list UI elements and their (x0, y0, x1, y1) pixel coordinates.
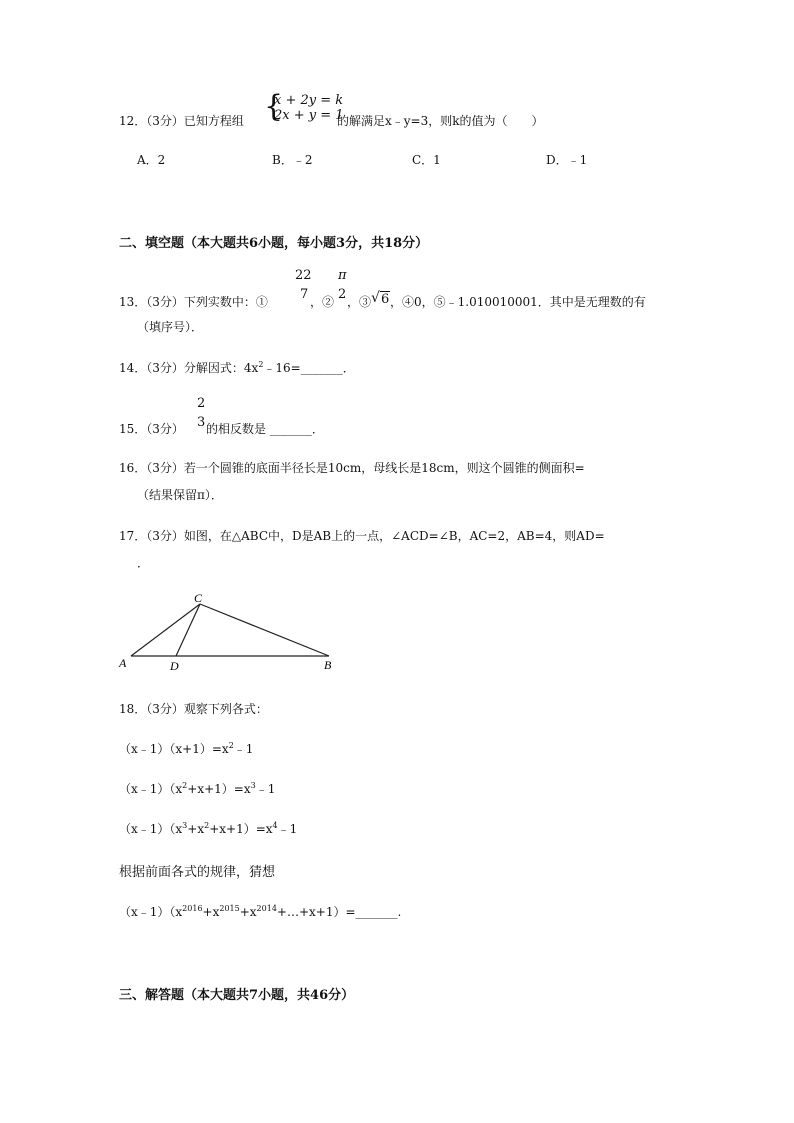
eq3-part-c: +x+1）=x (209, 822, 273, 836)
system-equation-2: 2x + y = 1 (274, 108, 344, 123)
label-b: B (324, 658, 332, 672)
eq4-part-b: +x (202, 905, 220, 919)
triangle-figure (110, 588, 350, 678)
q15-frac-numerator: 2 (197, 396, 206, 411)
q13-sep1: ，② (310, 295, 335, 309)
q12-option-b: B．﹣2 (272, 153, 313, 167)
q18-stem: 18．（3分）观察下列各式： (119, 702, 268, 716)
eq2-exp-2: 3 (250, 781, 256, 790)
q13-frac2-denominator: 2 (338, 287, 347, 302)
eq4-part-c: +x (239, 905, 257, 919)
q12-option-a: A．2 (137, 153, 166, 167)
eq1-exp: 2 (228, 741, 234, 750)
q14-part1: 14．（3分）分解因式：4x (119, 361, 259, 375)
q14-text (119, 359, 355, 376)
eq4-exp-1: 2016 (182, 904, 203, 913)
system-equation-1: x + 2y = k (274, 93, 344, 108)
q15-prefix: 15．（3分） (119, 422, 184, 436)
q12-option-c: C．1 (412, 153, 441, 167)
q18-guess: 根据前面各式的规律，猜想 (119, 865, 276, 880)
eq2-part-c: ﹣1 (255, 782, 276, 796)
label-a: A (119, 656, 127, 670)
q18-equation-2 (119, 780, 275, 797)
q13-sqrt-arg: 6 (381, 292, 390, 307)
q18-equation-1 (119, 740, 253, 757)
segment-cd (176, 604, 200, 656)
eq3-part-b: +x (187, 822, 205, 836)
eq1-part-b: ﹣1 (233, 742, 254, 756)
label-c: C (194, 591, 203, 605)
q13-frac1-denominator: 7 (300, 287, 309, 302)
eq4-exp-3: 2014 (256, 904, 277, 913)
section-3-heading: 三、解答题（本大题共7小题，共46分） (119, 988, 355, 1003)
q13-rest: ，④0，⑤﹣1.010010001．其中是无理数的有 (390, 295, 646, 309)
q12-stem-suffix: 的解满足x﹣y=3，则k的值为（ ） (337, 114, 544, 128)
q16-line1: 16．（3分）若一个圆锥的底面半径长是10cm，母线长是18cm，则这个圆锥的侧面积= (119, 461, 585, 475)
eq2-part-b: +x+1）=x (187, 782, 251, 796)
q13-frac1-numerator: 22 (295, 268, 312, 283)
q18-equation-3 (119, 820, 297, 837)
section-2-heading: 二、填空题（本大题共6小题，每小题3分，共18分） (119, 236, 429, 251)
eq3-exp-3: 4 (272, 821, 278, 830)
system-brace: { (264, 89, 284, 124)
eq3-part-a: （x﹣1）（x (119, 822, 183, 836)
segment-ac (131, 604, 200, 656)
triangle-lines (131, 604, 329, 656)
eq4-part-a: （x﹣1）（x (119, 905, 183, 919)
label-d: D (170, 659, 179, 673)
eq4-exp-2: 2015 (219, 904, 240, 913)
q13-sqrt-symbol: √ (371, 290, 380, 306)
q18-equation-4 (119, 903, 401, 920)
q17-line1: 17．（3分）如图，在△ABC中，D是AB上的一点，∠ACD=∠B，AC=2，AB=4，则AD= (119, 529, 605, 543)
eq4-part-d: +…+x+1）=_______. (276, 905, 402, 919)
q14-exponent: 2 (258, 360, 264, 369)
eq3-part-d: ﹣1 (277, 822, 298, 836)
eq3-exp-2: 2 (204, 821, 210, 830)
q16-line2: （结果保留π）． (137, 488, 223, 502)
eq2-exp-1: 2 (182, 781, 188, 790)
q13-frac2-numerator: π (338, 268, 347, 283)
eq1-part-a: （x﹣1）（x+1）=x (119, 742, 229, 756)
q13-line2: （填序号）． (137, 320, 204, 334)
eq2-part-a: （x﹣1）（x (119, 782, 183, 796)
q12-option-d: D．﹣1 (546, 153, 588, 167)
segment-cb (200, 604, 329, 656)
q12-stem-prefix: 12．（3分）已知方程组 (119, 114, 244, 128)
eq3-exp-1: 3 (182, 821, 188, 830)
q15-frac-denominator: 3 (197, 415, 206, 430)
q13-sep2: ，③ (347, 295, 372, 309)
q17-line2: ． (137, 556, 150, 570)
q15-text: 的相反数是 _______． (206, 422, 324, 436)
q14-part2: ﹣16=_______． (263, 361, 355, 375)
q13-prefix: 13．（3分）下列实数中：① (119, 295, 268, 309)
